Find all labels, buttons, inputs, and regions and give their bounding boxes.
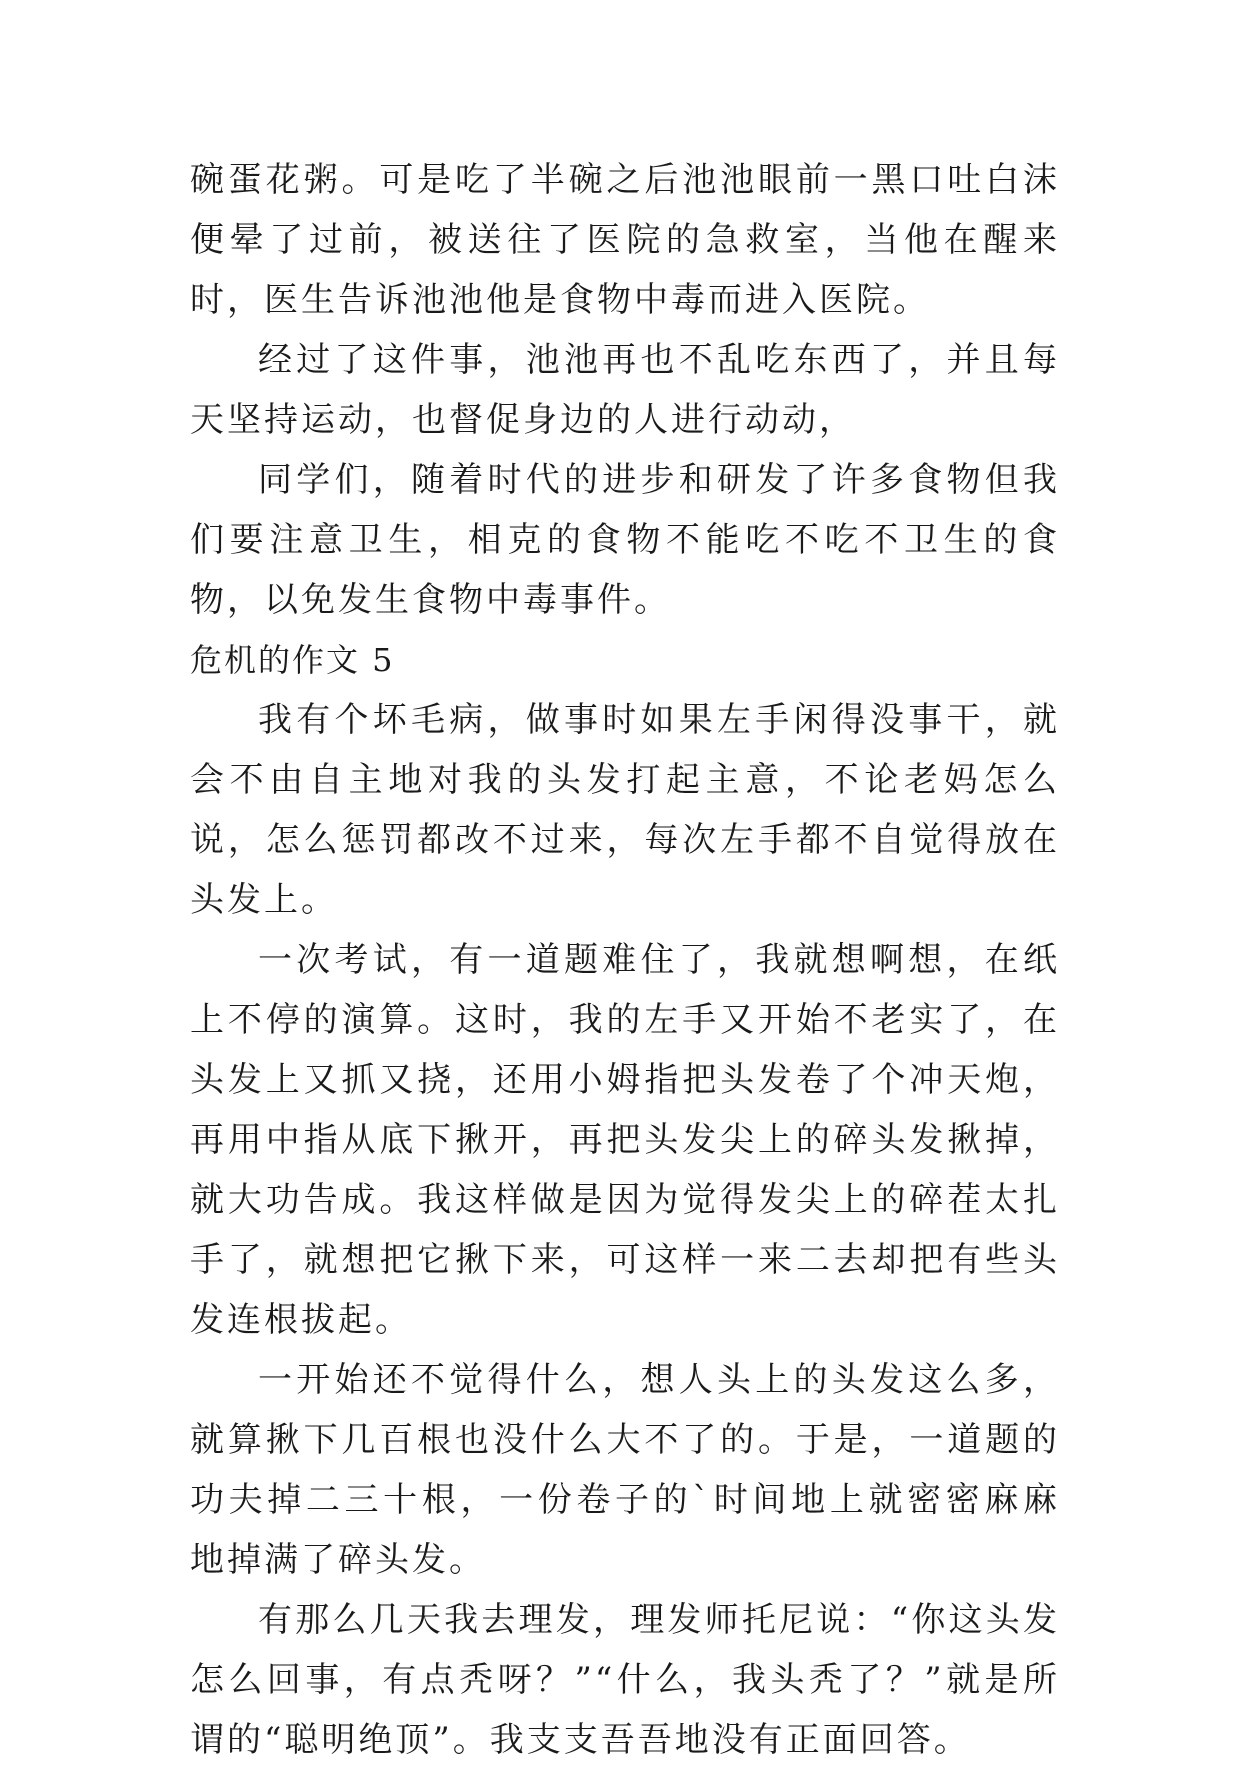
section-heading: 危机的作文 5 (190, 641, 395, 679)
paragraph: 一次考试，有一道题难住了，我就想啊想，在纸上不停的演算。这时，我的左手又开始不老实了，在头发上又抓又挠，还用小姆指把头发卷了个冲天炮，再用中指从底下揪开，再把头发尖上的碎头发揪掉，就大功告成。我这样做是因为觉得发尖上的碎茬太扎手了，就想把它揪下来，可这样一来二去却把有些头发连根拔起。 (190, 940, 1060, 1340)
paragraph: 我有个坏毛病，做事时如果左手闲得没事干，就会不由自主地对我的头发打起主意，不论老妈怎么说，怎么惩罚都改不过来，每次左手都不自觉得放在头发上。 (190, 700, 1060, 920)
paragraph: 碗蛋花粥。可是吃了半碗之后池池眼前一黑口吐白沫便晕了过前，被送往了医院的急救室，当他在醒来时，医生告诉池池他是食物中毒而进入医院。 (190, 160, 1060, 320)
paragraph: 经过了这件事，池池再也不乱吃东西了，并且每天坚持运动，也督促身边的人进行动动， (190, 340, 1060, 440)
document-body (190, 150, 1060, 1770)
paragraph: 一开始还不觉得什么，想人头上的头发这么多，就算揪下几百根也没什么大不了的。于是，一道题的功夫掉二三十根，一份卷子的`时间地上就密密麻麻地掉满了碎头发。 (190, 1360, 1060, 1580)
paragraph: 有那么几天我去理发，理发师托尼说：“你这头发怎么回事，有点秃呀？”“什么，我头秃了？”就是所谓的“聪明绝顶”。我支支吾吾地没有正面回答。 (190, 1600, 1060, 1760)
paragraph: 同学们，随着时代的进步和研发了许多食物但我们要注意卫生，相克的食物不能吃不吃不卫生的食物，以免发生食物中毒事件。 (190, 460, 1060, 620)
